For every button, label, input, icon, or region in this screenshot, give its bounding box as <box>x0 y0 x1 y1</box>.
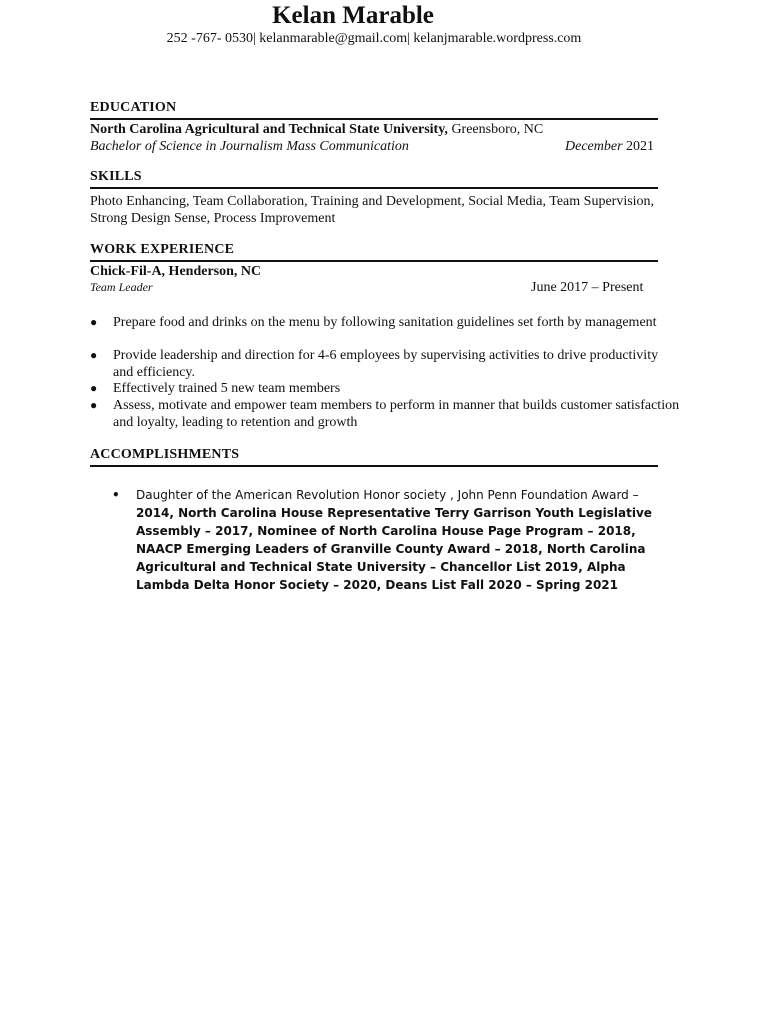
education-heading: EDUCATION <box>90 100 658 120</box>
work-heading: WORK EXPERIENCE <box>90 242 658 262</box>
graduation-year: 2021 <box>622 139 655 154</box>
bullet-icon: ● <box>90 315 98 329</box>
bullet-icon: ● <box>90 398 98 412</box>
accomplishments-heading: ACCOMPLISHMENTS <box>90 447 658 467</box>
bullet-icon: ● <box>90 381 98 395</box>
school-location: Greensboro, NC <box>447 122 544 137</box>
degree: Bachelor of Science in Journalism Mass Communication <box>90 139 409 154</box>
work-bullet-text: Prepare food and drinks on the menu by following sanitation guidelines set forth by management <box>113 315 657 330</box>
work-bullet-text: Provide leadership and direction for 4-6 employees by supervising activities to drive productivity and efficiency. <box>113 348 659 380</box>
candidate-name: Kelan Marable <box>272 2 434 29</box>
school-name: North Carolina Agricultural and Technical State University, <box>90 122 448 137</box>
accomplishment-text <box>136 486 672 594</box>
work-bullet <box>90 347 680 381</box>
work-bullet-text: Assess, motivate and empower team members to perform in manner that builds customer satisfaction and loyalty, leading to retention and growth <box>113 398 680 430</box>
school-line <box>90 121 543 138</box>
graduation-month: December <box>565 139 623 154</box>
skills-heading: SKILLS <box>90 169 658 189</box>
contact-line: 252 -767- 0530| kelanmarable@gmail.com| kelanjmarable.wordpress.com <box>166 31 582 46</box>
skills-text: Photo Enhancing, Team Collaboration, Training and Development, Social Media, Team Supervision, Strong Design Sense, Process Improvement <box>90 194 655 226</box>
accomplishment-first: Daughter of the American Revolution Honor society , John Penn Foundation Award – <box>136 488 639 502</box>
work-bullet <box>90 380 680 397</box>
job-dates: June 2017 – Present <box>531 280 644 295</box>
employer: Chick-Fil-A, Henderson, NC <box>90 264 262 279</box>
work-bullet-text: Effectively trained 5 new team members <box>113 381 341 396</box>
work-bullet <box>90 397 680 431</box>
work-bullet <box>90 314 680 331</box>
bullet-icon: ● <box>90 348 98 362</box>
accomplishment-rest: 2014, North Carolina House Representative Terry Garrison Youth Legislative Assembly – 2017, Nominee of North Carolina House Page Program – 2018, NAACP Emerging Leaders of Granville County Award – 2018, North Carolina Agricultural and Technical State University – Chancellor List 2019, Alpha Lambda Delta Honor Society – 2020, Deans List Fall 2020 – Spring 2021 <box>136 506 652 592</box>
bullet-icon: • <box>112 488 120 502</box>
job-title: Team Leader <box>90 280 153 294</box>
graduation-date <box>565 138 654 155</box>
accomplishment-item <box>112 486 672 594</box>
